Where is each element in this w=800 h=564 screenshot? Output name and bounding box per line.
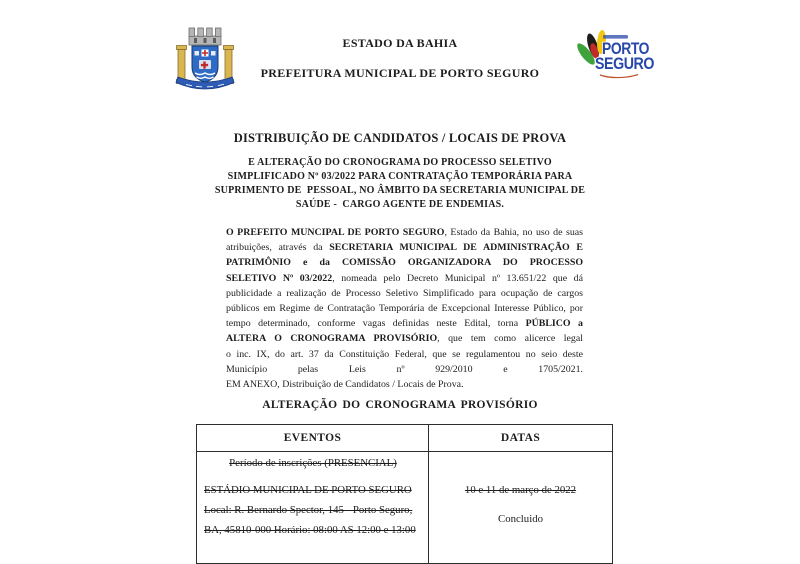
document-subtitle: [0, 156, 800, 212]
paragraph-line: [226, 316, 583, 331]
paragraph-line: [226, 255, 583, 270]
paragraph-text: EM ANEXO, Distribuição de Candidatos / Locais de Prova.: [226, 379, 464, 391]
paragraph-bold-text: PÚBLICO a: [525, 318, 583, 330]
subtitle-line: SUPRIMENTO DE PESSOAL, NO ÂMBITO DA SECRETARIA MUNICIPAL DE: [214, 185, 586, 196]
paragraph-text: , nomeada pelo Decreto Municipal nº 13.651/22 que dá: [332, 272, 583, 284]
table-header-row: [197, 425, 612, 452]
logo-word-seguro: SEGURO: [595, 55, 655, 73]
event-line: Período de inscrições (PRESENCIAL): [229, 457, 397, 469]
paragraph-text: , Estado da Bahia, no uso de suas: [444, 227, 583, 238]
paragraph-bold-text: PATRIMÔNIO e da COMISSÃO ORGANIZADORA DO PROCESSO: [226, 257, 583, 269]
paragraph-line: [226, 301, 583, 316]
logo-small-text-smudge: [603, 35, 628, 39]
header-municipality-line: PREFEITURA MUNICIPAL DE PORTO SEGURO: [260, 66, 540, 80]
paragraph-text: Município pelas Leis nº 929/2010 e 1705/2021.: [226, 363, 583, 375]
paragraph-line: [226, 240, 583, 255]
header-state-line: ESTADO DA BAHIA: [342, 36, 458, 50]
section-heading: ALTERAÇÃO DO CRONOGRAMA PROVISÓRIO: [262, 399, 538, 411]
event-line: ESTÁDIO MUNICIPAL DE PORTO SEGURO: [204, 484, 412, 496]
paragraph-line: [226, 271, 583, 286]
body-paragraph: [226, 225, 583, 392]
event-line: BA, 45810-000 Horário: 08:00 AS 12:00 e 13:00: [204, 524, 416, 536]
paragraph-bold-text: ALTERA O CRONOGRAMA PROVISÓRIO: [226, 333, 438, 345]
paragraph-text: atribuições, através da: [226, 242, 330, 254]
paragraph-text: , que tem como alicerce legal: [437, 333, 583, 345]
date-line: 10 e 11 de março de 2022: [464, 484, 577, 496]
paragraph-text: tempo determinado, conforme vagas definidas neste Edital, torna: [226, 318, 526, 330]
subtitle-line: E ALTERAÇÃO DO CRONOGRAMA DO PROCESSO SELETIVO: [248, 157, 552, 168]
paragraph-line: [226, 225, 583, 240]
schedule-table: [196, 424, 613, 564]
paragraph-line: [226, 377, 583, 392]
table-body-row: [197, 452, 612, 564]
paragraph-line: [226, 347, 583, 362]
paragraph-line: [226, 362, 583, 377]
logo-word-porto: PORTO: [602, 40, 650, 58]
paragraph-line: [226, 331, 583, 346]
dates-header-cell: DATAS: [428, 425, 612, 451]
paragraph-bold-text: O PREFEITO MUNCIPAL DE PORTO SEGURO: [226, 227, 445, 238]
paragraph-text: públicos em Regime de Contratação Temporária de Excepcional Interesse Público, por: [226, 303, 583, 315]
paragraph-line: [226, 286, 583, 301]
event-line: Local: R. Bernardo Spector, 145 - Porto Seguro,: [204, 504, 413, 516]
paragraph-text: publicidade a realização de Processo Seletivo Simplificado para ocupação de cargos: [226, 287, 583, 299]
events-cell: [197, 452, 428, 564]
document-title: DISTRIBUIÇÃO DE CANDIDATOS / LOCAIS DE PROVA: [233, 131, 567, 145]
logo-tagline-squiggle: [600, 75, 638, 78]
subtitle-line: SIMPLIFICADO Nº 03/2022 PARA CONTRATAÇÃO TEMPORÁRIA PARA: [227, 171, 573, 182]
porto-seguro-logo: [575, 24, 657, 92]
date-line: Concluido: [498, 513, 543, 525]
paragraph-bold-text: SELETIVO Nº 03/2022: [226, 272, 333, 284]
dates-cell: [428, 452, 612, 564]
events-header-cell: EVENTOS: [283, 432, 342, 444]
paragraph-bold-text: SECRETARIA MUNICIPAL DE ADMINISTRAÇÃO E: [329, 242, 583, 254]
subtitle-line: SAÚDE - CARGO AGENTE DE ENDEMIAS.: [295, 199, 505, 210]
paragraph-text: o inc. IX, do art. 37 da Constituição Federal, que se regulamentou no seio deste: [226, 348, 583, 360]
